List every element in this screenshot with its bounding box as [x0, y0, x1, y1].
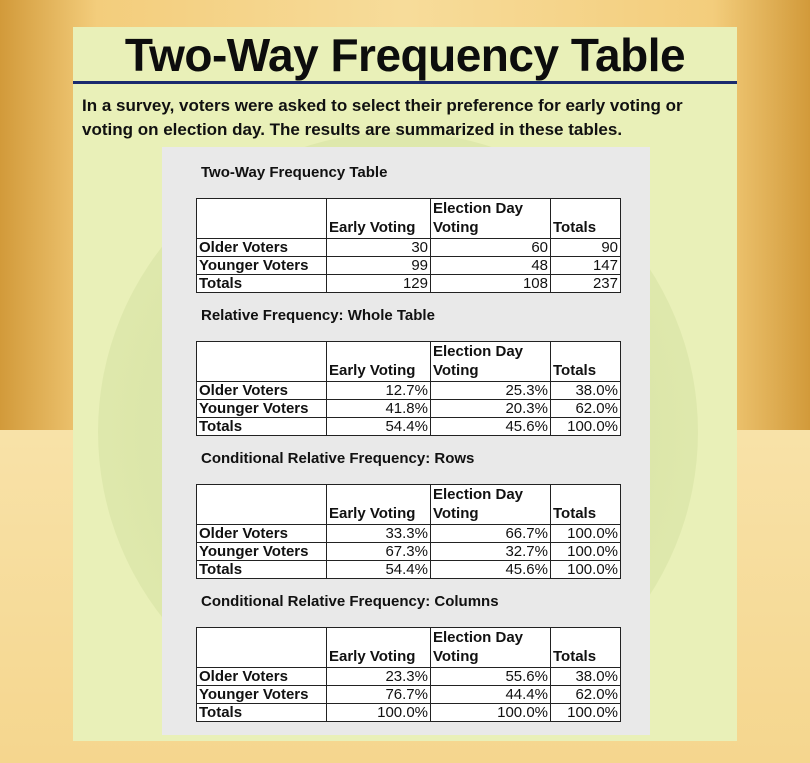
table-row [197, 382, 621, 400]
row-label: Older Voters [197, 525, 327, 543]
frequency-table [196, 627, 621, 722]
table-cell: 237 [551, 275, 621, 293]
table-row [197, 668, 621, 686]
column-header: Totals [551, 485, 621, 525]
column-header: Election Day Voting [431, 199, 551, 239]
table-cell: 147 [551, 257, 621, 275]
row-label: Older Voters [197, 668, 327, 686]
table-cell: 45.6% [431, 418, 551, 436]
table-header-row [197, 628, 621, 668]
column-header: Early Voting [327, 628, 431, 668]
table-cell: 38.0% [551, 668, 621, 686]
page-title: Two-Way Frequency Table [124, 29, 686, 81]
column-header: Early Voting [327, 485, 431, 525]
column-header: Totals [551, 342, 621, 382]
table-cell: 48 [431, 257, 551, 275]
table-cell: 60 [431, 239, 551, 257]
column-header: Totals [551, 199, 621, 239]
table-cell: 100.0% [551, 561, 621, 579]
intro-text: In a survey, voters were asked to select their preference for early voting or voting on election day. The results are summarized in these tables. [82, 96, 683, 139]
table-row [197, 561, 621, 579]
table-cell: 62.0% [551, 686, 621, 704]
table-cell: 55.6% [431, 668, 551, 686]
table-cell: 108 [431, 275, 551, 293]
row-label: Totals [197, 418, 327, 436]
row-label: Totals [197, 561, 327, 579]
table-cell: 12.7% [327, 382, 431, 400]
table-cell: 23.3% [327, 668, 431, 686]
table-header-row [197, 485, 621, 525]
header-corner-cell [197, 628, 327, 668]
table-cell: 41.8% [327, 400, 431, 418]
table-row [197, 525, 621, 543]
table-row [197, 418, 621, 436]
row-label: Older Voters [197, 382, 327, 400]
column-header: Election Day Voting [431, 485, 551, 525]
table-cell: 54.4% [327, 418, 431, 436]
table-cell: 32.7% [431, 543, 551, 561]
header-corner-cell [197, 485, 327, 525]
table-cell: 100.0% [551, 525, 621, 543]
table-cell: 45.6% [431, 561, 551, 579]
table-cell: 33.3% [327, 525, 431, 543]
column-header: Early Voting [327, 199, 431, 239]
table-cell: 44.4% [431, 686, 551, 704]
table-caption: Relative Frequency: Whole Table [201, 307, 435, 324]
table-cell: 100.0% [431, 704, 551, 722]
table-cell: 20.3% [431, 400, 551, 418]
table-cell: 90 [551, 239, 621, 257]
table-cell: 38.0% [551, 382, 621, 400]
table-cell: 99 [327, 257, 431, 275]
table-row [197, 543, 621, 561]
row-label: Younger Voters [197, 686, 327, 704]
header-corner-cell [197, 342, 327, 382]
row-label: Younger Voters [197, 543, 327, 561]
frequency-table [196, 341, 621, 436]
frequency-table [196, 484, 621, 579]
table-header-row [197, 199, 621, 239]
table-row [197, 275, 621, 293]
table-caption: Two-Way Frequency Table [201, 164, 388, 181]
table-cell: 66.7% [431, 525, 551, 543]
title-underline [73, 81, 737, 84]
table-cell: 25.3% [431, 382, 551, 400]
table-cell: 100.0% [551, 418, 621, 436]
table-caption: Conditional Relative Frequency: Rows [201, 450, 475, 467]
table-caption: Conditional Relative Frequency: Columns [201, 593, 499, 610]
header-corner-cell [197, 199, 327, 239]
column-header: Election Day Voting [431, 342, 551, 382]
column-header: Totals [551, 628, 621, 668]
column-header: Early Voting [327, 342, 431, 382]
table-cell: 54.4% [327, 561, 431, 579]
row-label: Older Voters [197, 239, 327, 257]
column-header: Election Day Voting [431, 628, 551, 668]
table-cell: 129 [327, 275, 431, 293]
table-header-row [197, 342, 621, 382]
table-row [197, 704, 621, 722]
table-cell: 67.3% [327, 543, 431, 561]
table-row [197, 239, 621, 257]
row-label: Younger Voters [197, 257, 327, 275]
table-cell: 62.0% [551, 400, 621, 418]
row-label: Totals [197, 704, 327, 722]
table-row [197, 686, 621, 704]
table-row [197, 400, 621, 418]
frequency-table [196, 198, 621, 293]
table-cell: 100.0% [551, 704, 621, 722]
row-label: Totals [197, 275, 327, 293]
table-cell: 30 [327, 239, 431, 257]
table-cell: 100.0% [327, 704, 431, 722]
row-label: Younger Voters [197, 400, 327, 418]
table-row [197, 257, 621, 275]
table-cell: 100.0% [551, 543, 621, 561]
table-cell: 76.7% [327, 686, 431, 704]
